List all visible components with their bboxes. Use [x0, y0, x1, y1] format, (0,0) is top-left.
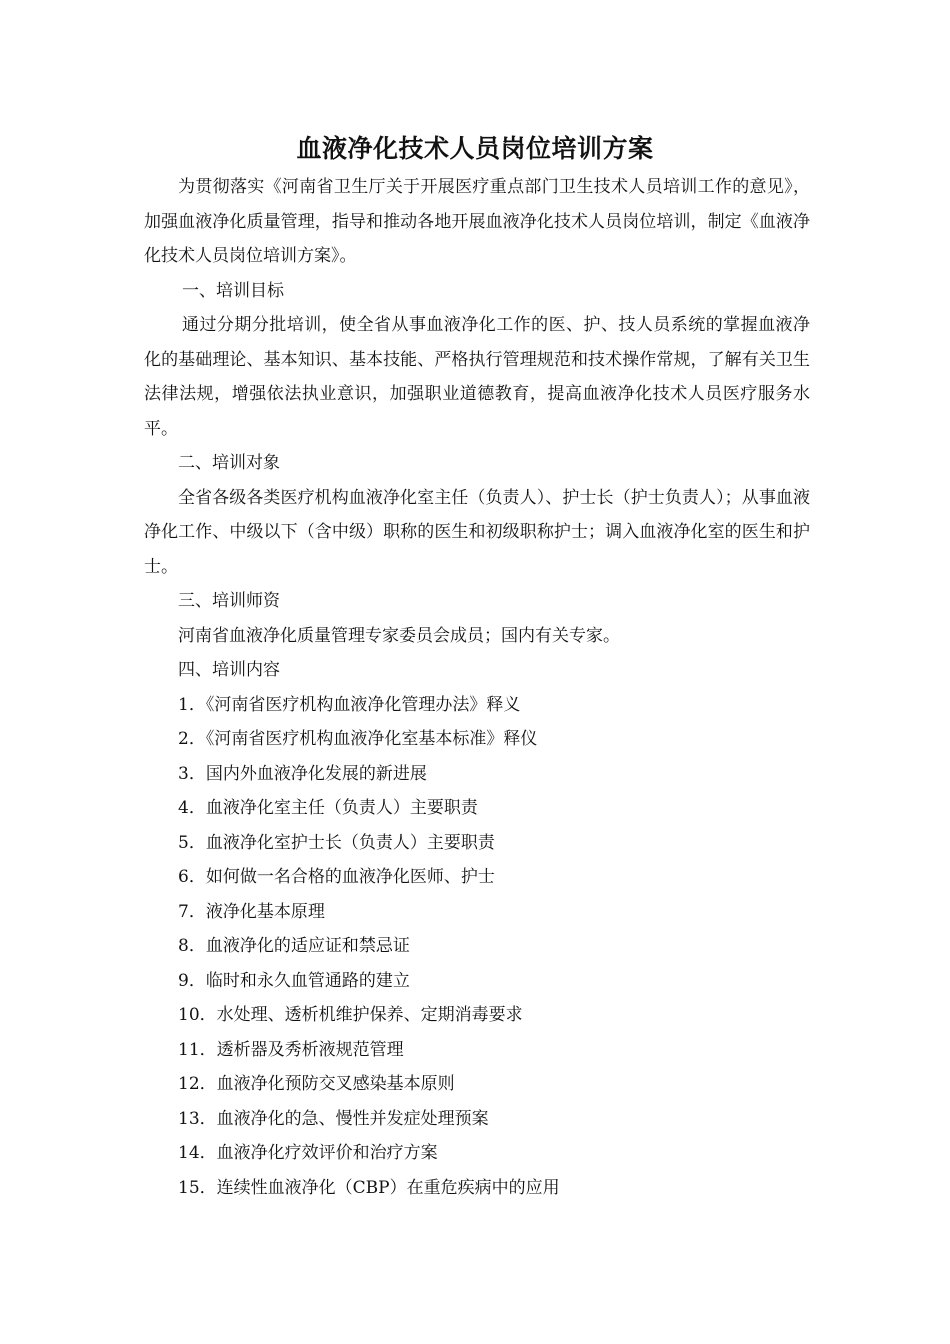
intro-paragraph: 为贯彻落实《河南省卫生厅关于开展医疗重点部门卫生技术人员培训工作的意见》，加强血液净化质量管理，指导和推动各地开展血液净化技术人员岗位培训，制定《血液净化技术人员岗位培训方案》。	[144, 177, 810, 266]
list-item: 14．血液净化疗效评价和治疗方案	[178, 1143, 438, 1163]
section-heading-faculty: 三、培训师资	[178, 591, 280, 611]
list-item: 7．液净化基本原理	[178, 901, 325, 922]
list-item: 3．国内外血液净化发展的新进展	[178, 763, 427, 784]
section-heading-content: 四、培训内容	[178, 660, 280, 680]
list-item: 11．透析器及秀析液规范管理	[178, 1039, 404, 1060]
list-item: 6．如何做一名合格的血液净化医师、护士	[178, 867, 495, 887]
section-heading-goal: 一、培训目标	[182, 280, 284, 301]
section-body-goal: 通过分期分批培训，使全省从事血液净化工作的医、护、技人员系统的掌握血液净化的基础理论、基本知识、基本技能、严格执行管理规范和技术操作常规，了解有关卫生法律法规，增强依法执业意识，加强职业道德教育，提高血液净化技术人员医疗服务水平。	[144, 315, 810, 439]
list-item: 2．《河南省医疗机构血液净化室基本标准》释仪	[178, 729, 538, 749]
list-item: 4．血液净化室主任（负责人）主要职责	[178, 798, 478, 818]
list-item: 1．《河南省医疗机构血液净化管理办法》释义	[178, 694, 521, 715]
list-item: 12．血液净化预防交叉感染基本原则	[178, 1074, 455, 1094]
list-item: 9．临时和永久血管通路的建立	[178, 970, 410, 991]
list-item: 5．血液净化室护士长（负责人）主要职责	[178, 832, 495, 853]
section-heading-audience: 二、培训对象	[178, 453, 280, 473]
list-item: 15．连续性血液净化（CBP）在重危疾病中的应用	[178, 1177, 560, 1198]
document-title: 血液净化技术人员岗位培训方案	[296, 134, 654, 163]
section-body-audience: 全省各级各类医疗机构血液净化室主任（负责人）、护士长（护士负责人）；从事血液净化工作、中级以下（含中级）职称的医生和初级职称护士；调入血液净化室的医生和护士。	[144, 487, 810, 577]
document-body	[144, 170, 810, 1205]
section-body-faculty: 河南省血液净化质量管理专家委员会成员；国内有关专家。	[178, 625, 620, 646]
list-item: 10．水处理、透析机维护保养、定期消毒要求	[178, 1005, 523, 1025]
list-item: 8．血液净化的适应证和禁忌证	[178, 936, 410, 956]
list-item: 13．血液净化的急、慢性并发症处理预案	[178, 1108, 489, 1129]
